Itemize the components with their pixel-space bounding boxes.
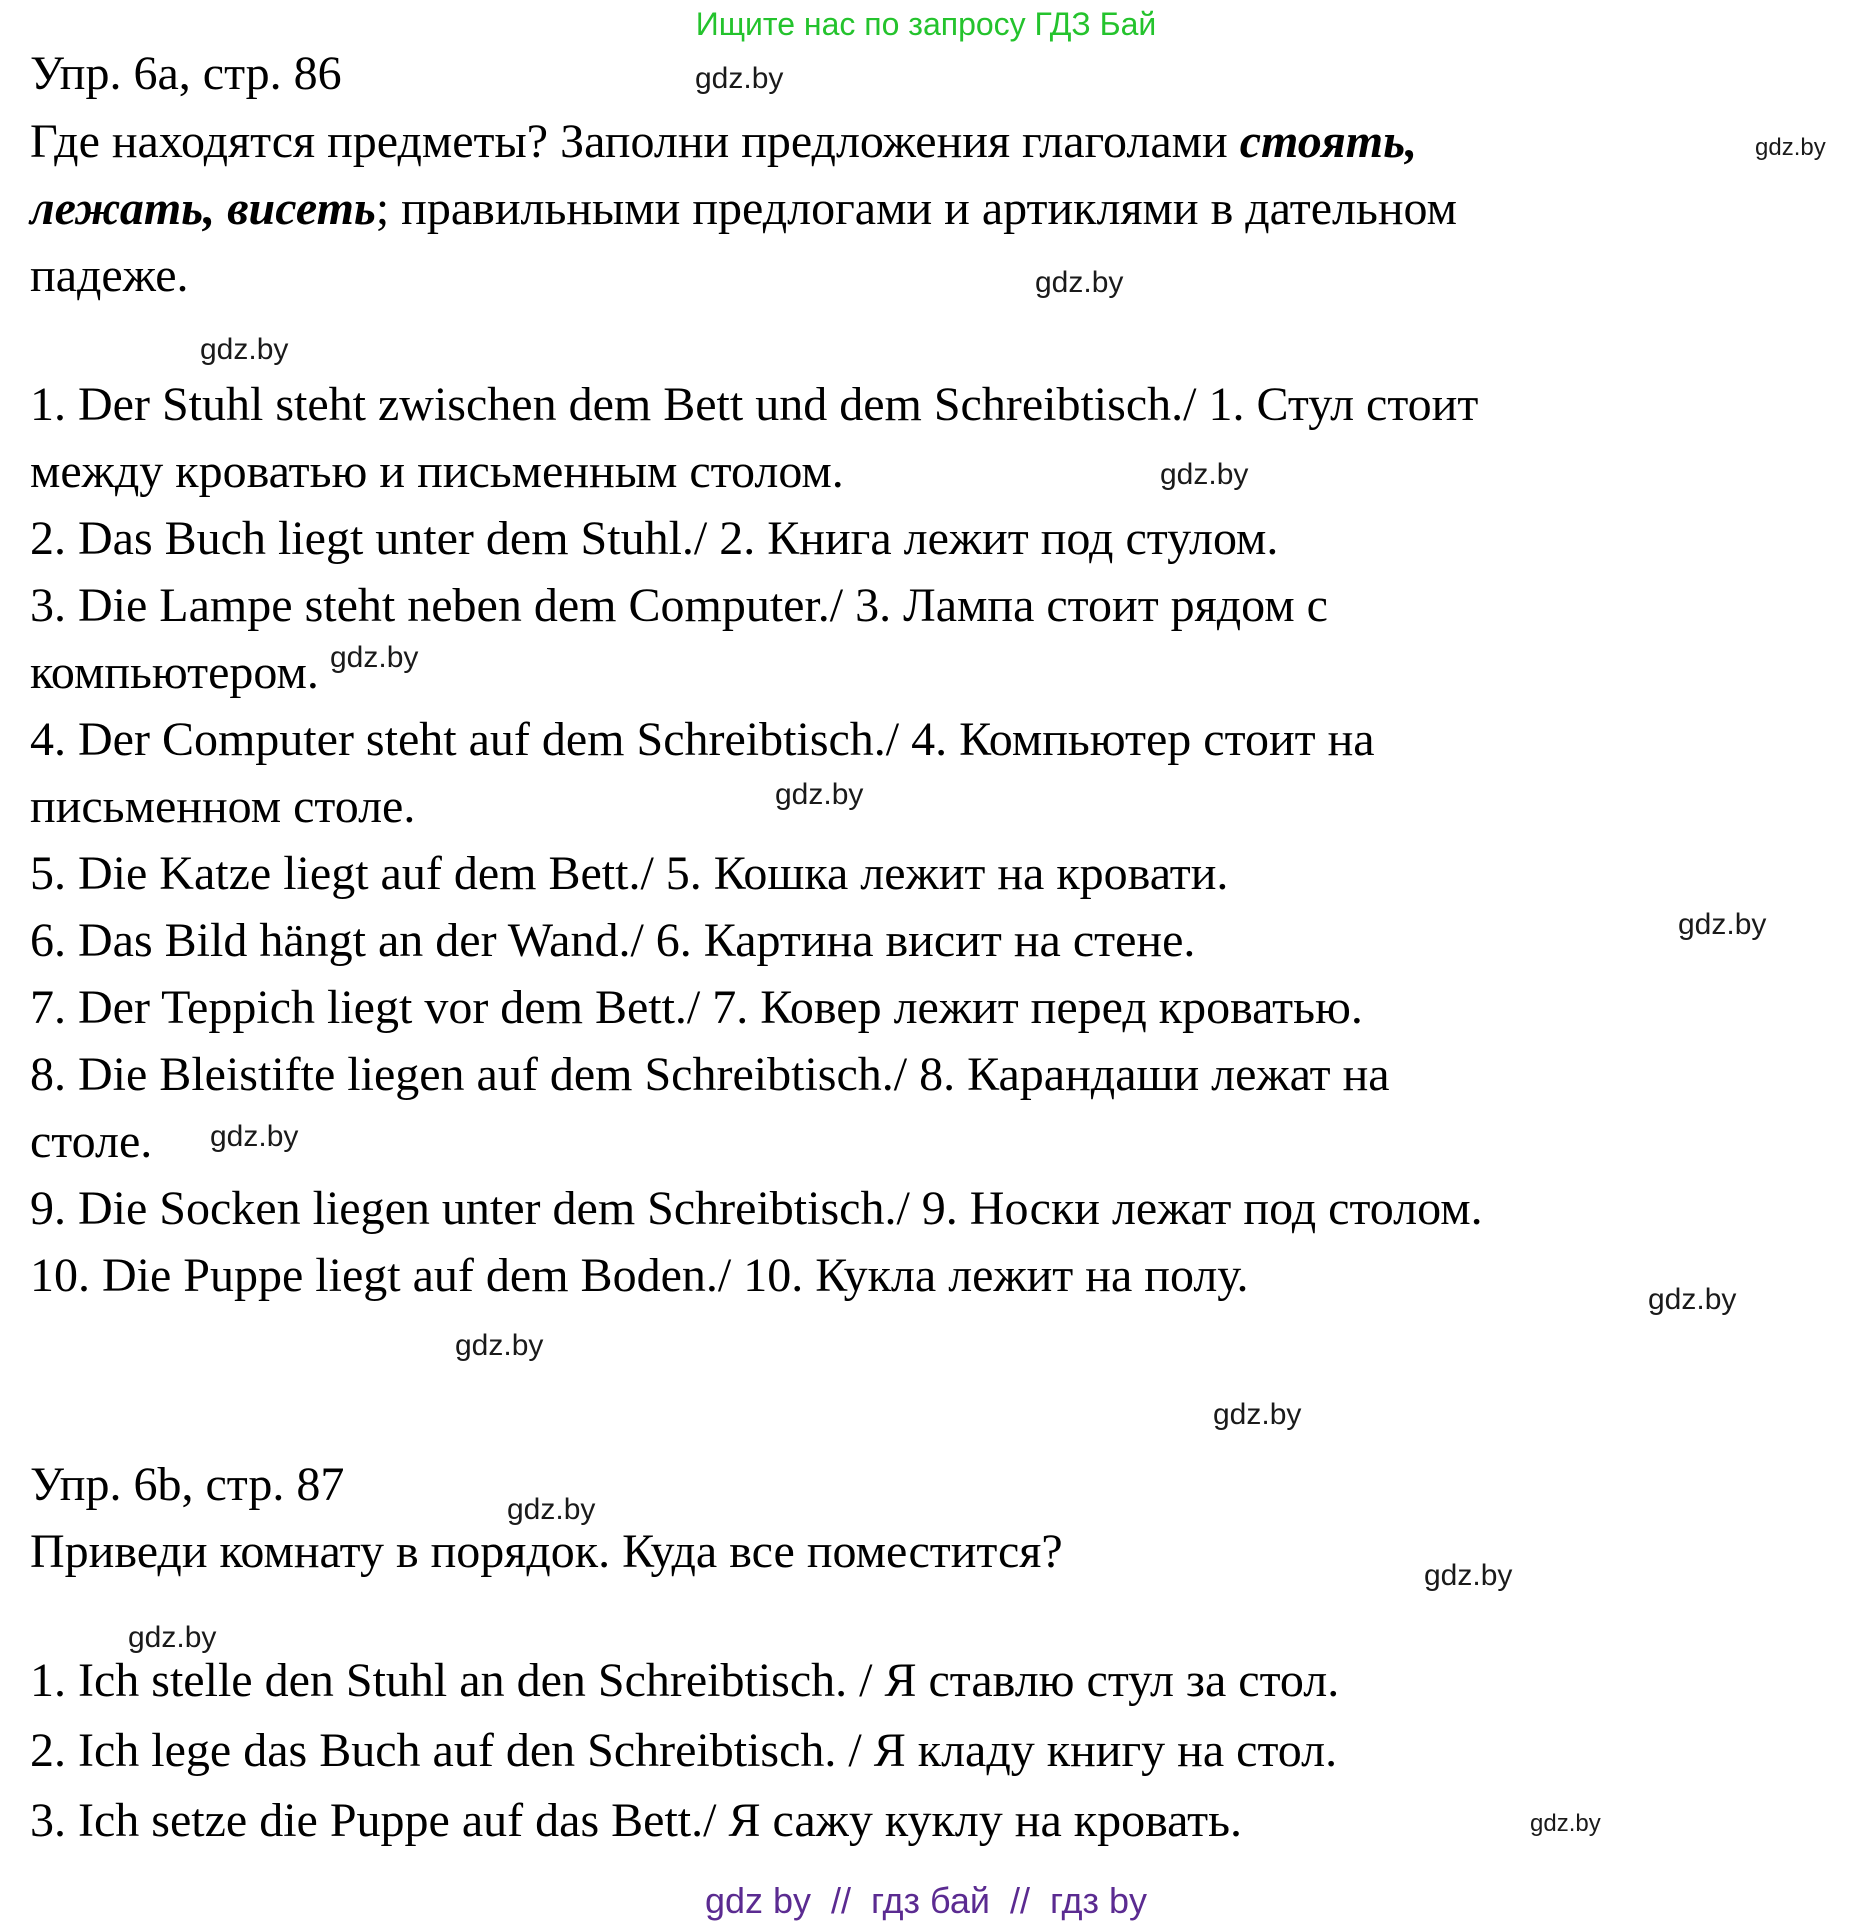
exercise-6a-task — [30, 108, 1830, 309]
gdz-watermark: gdz.by — [210, 1120, 299, 1153]
task-verbs-bold: стоять, — [1239, 115, 1418, 168]
exercise-6a-heading-block — [30, 40, 342, 107]
answer-line-7: 7. Der Teppich liegt vor dem Bett./ 7. Ковер лежит перед кроватью. — [30, 981, 1363, 1034]
task-verbs-bold: лежать, висеть — [30, 182, 376, 235]
answer-line-1-cont: между кроватью и письменным столом. — [30, 445, 844, 498]
task-line — [30, 108, 1830, 175]
gdz-watermark: gdz.by — [1530, 1810, 1601, 1837]
gdz-watermark: gdz.by — [507, 1493, 596, 1526]
answer-line-8: 8. Die Bleistifte liegen auf dem Schreibtisch./ 8. Карандаши лежат на — [30, 1048, 1390, 1101]
answer-line-2: 2. Ich lege das Buch auf den Schreibtisch. / Я кладу книгу на стол. — [30, 1724, 1338, 1777]
answer-line-4-cont: письменном столе. — [30, 780, 416, 833]
task-text: Где находятся предметы? Заполни предложения глаголами — [30, 115, 1240, 168]
answer-line-5: 5. Die Katze liegt auf dem Bett./ 5. Кошка лежит на кровати. — [30, 847, 1229, 900]
promo-banner: Ищите нас по запросу ГДЗ Бай — [695, 6, 1157, 42]
gdz-watermark: gdz.by — [1160, 458, 1249, 491]
gdz-watermark: gdz.by — [200, 333, 289, 366]
gdz-watermark: gdz.by — [1035, 266, 1124, 299]
task-line — [30, 175, 1830, 242]
answer-line-6: 6. Das Bild hängt an der Wand./ 6. Картина висит на стене. — [30, 914, 1196, 967]
exercise-6b-heading-block — [30, 1451, 1830, 1585]
gdz-watermark: gdz.by — [695, 62, 784, 95]
answer-line-3: 3. Ich setze die Puppe auf das Bett./ Я сажу куклу на кровать. — [30, 1794, 1243, 1847]
exercise-6a-answers — [30, 371, 1840, 1309]
gdz-watermark: gdz.by — [330, 641, 419, 674]
answer-line-1: 1. Ich stelle den Stuhl an den Schreibtisch. / Я ставлю стул за стол. — [30, 1654, 1340, 1707]
answer-line-8-cont: столе. — [30, 1115, 153, 1168]
exercise-6b-task: Приведи комнату в порядок. Куда все поместится? — [30, 1525, 1063, 1578]
gdz-watermark: gdz.by — [1424, 1559, 1513, 1592]
exercise-6b-heading: Упр. 6b, стр. 87 — [30, 1458, 345, 1511]
gdz-watermark: gdz.by — [1648, 1283, 1737, 1316]
answer-line-9: 9. Die Socken liegen unter dem Schreibtisch./ 9. Носки лежат под столом. — [30, 1182, 1483, 1235]
answer-line-4: 4. Der Computer steht auf dem Schreibtisch./ 4. Компьютер стоит на — [30, 713, 1375, 766]
task-line: падеже. — [30, 249, 189, 302]
answer-line-1: 1. Der Stuhl steht zwischen dem Bett und dem Schreibtisch./ 1. Стул стоит — [30, 378, 1479, 431]
gdz-watermark: gdz.by — [1213, 1398, 1302, 1431]
footer-watermark: gdz by // гдз бай // гдз by — [704, 1880, 1148, 1921]
answer-line-3: 3. Die Lampe steht neben dem Computer./ 3. Лампа стоит рядом с — [30, 579, 1328, 632]
gdz-watermark: gdz.by — [1755, 134, 1826, 161]
task-text: ; правильными предлогами и артиклями в дательном — [375, 182, 1458, 235]
gdz-watermark: gdz.by — [128, 1621, 217, 1654]
gdz-watermark: gdz.by — [775, 778, 864, 811]
answer-line-10: 10. Die Puppe liegt auf dem Boden./ 10. Кукла лежит на полу. — [30, 1249, 1249, 1302]
gdz-watermark: gdz.by — [455, 1329, 544, 1362]
gdz-watermark: gdz.by — [1678, 908, 1767, 941]
exercise-6a-heading: Упр. 6а, стр. 86 — [30, 47, 342, 100]
answer-line-3-cont: компьютером. — [30, 646, 319, 699]
answer-line-2: 2. Das Buch liegt unter dem Stuhl./ 2. Книга лежит под стулом. — [30, 512, 1279, 565]
